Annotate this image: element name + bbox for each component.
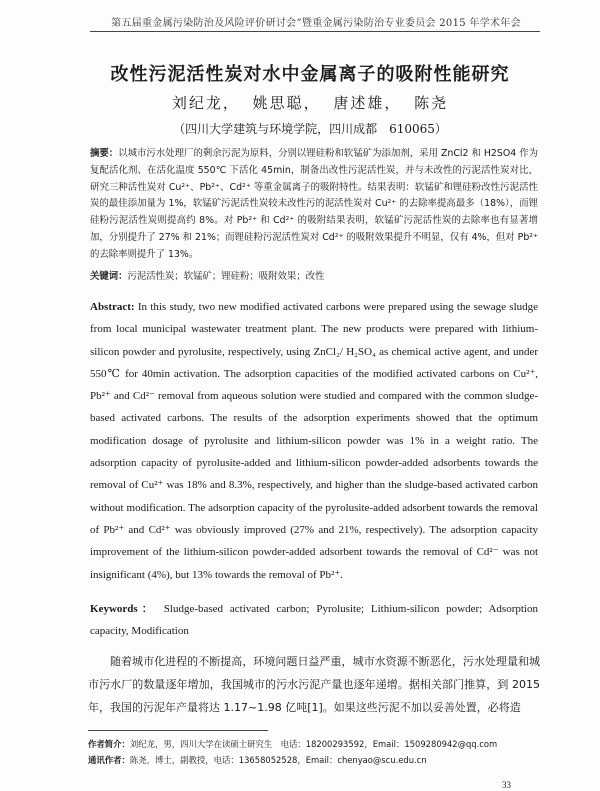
running-header: 第五届重金属污染防治及风险评价研讨会”暨重金属污染防治专业委员会 2015 年学术年会 bbox=[111, 18, 521, 29]
chinese-keywords bbox=[90, 268, 538, 282]
english-keywords-text: Sludge-based activated carbon; Pyrolusite; Lithium-silicon powder; Adsorption capacity, Modification bbox=[90, 603, 538, 637]
affiliation: （四川大学建筑与环境学院，四川成都 610065） bbox=[173, 122, 447, 136]
page-number: 33 bbox=[502, 780, 511, 790]
footnote-label: 作者简介： bbox=[88, 739, 130, 749]
footnote-text: 刘纪龙，男，四川大学在读硕士研究生 电话：18200293592，Email：1509280942@qq.com bbox=[129, 739, 498, 749]
chinese-abstract-label: 摘要： bbox=[90, 148, 119, 159]
chinese-abstract bbox=[90, 146, 538, 264]
footnote-author-bio bbox=[88, 738, 548, 750]
introduction-paragraph: 随着城市化进程的不断提高，环境问题日益严重，城市水资源不断恶化，污水处理量和城市污水厂的数量逐年增加，我国城市的污水污泥产量也逐年递增。据相关部门推算，到 2015 年，我国的污泥年产量将达 1.17~1.98 亿吨[1]。如果这些污泥不加以妥善处置，必将造 bbox=[88, 655, 540, 714]
footnote-corresponding-author bbox=[88, 754, 548, 766]
paper-title: 改性污泥活性炭对水中金属离子的吸附性能研究 bbox=[110, 64, 510, 85]
footnote-divider bbox=[88, 730, 268, 731]
chinese-keywords-text: 污泥活性炭；软锰矿；锂硅粉；吸附效果；改性 bbox=[127, 271, 325, 282]
english-abstract-text: In this study, two new modified activated carbons were prepared using the sewage sludge from local municipal wastewater treatment plant. The new products were prepared with lithium-silicon powder and pyrolusite, respectively, using ZnCl₂/ H₂SO₄ as chemical active agent, and under 550℃ for 40min activation. The adsorption capacities of the modified activated carbons on Cu²⁺, Pb²⁺ and Cd²⁻ removal from aqueous solution were studied and compared with the common sludge-based activated carbons. The results of the adsorption experiments showed that the optimum modification dosage of pyrolusite and lithium-silicon powder was 1% in a weight ratio. The adsorption capacity of pyrolusite-added and lithium-silicon powder-added adsorbents towards the removal of Cu²⁺ was 18% and 8.3%, respectively, and higher than the sludge-based activated carbon without modification. The adsorption capacity of the pyrolusite-added adsorbent towards the removal of Pb²⁺ and Cd²⁺ was obviously improved (27% and 21%, respectively). The adsorption capacity improvement of the lithium-silicon powder-added adsorbent towards the removal of Cd²⁻ was not insignificant (4%), but 13% towards the removal of Pb²⁺. bbox=[90, 301, 539, 581]
english-keywords bbox=[90, 598, 538, 642]
chinese-keywords-label: 关键词： bbox=[90, 271, 128, 282]
english-abstract-label: Abstract: bbox=[90, 301, 135, 313]
header-divider bbox=[90, 31, 540, 32]
footnote-label: 通讯作者： bbox=[88, 755, 130, 765]
chinese-abstract-text: 以城市污水处理厂的剩余污泥为原料，分别以锂硅粉和软锰矿为添加剂，采用 ZnCl2 和 H2SO4 作为复配活化剂、在活化温度 550℃ 下活化 45min，制备出改性污泥活性炭，并与未改性的污泥活性炭对比，研究三种活性炭对 Cu²⁺、Pb²⁺、Cd²⁺ 等重金属离子的吸附特性。结果表明：软锰矿和锂硅粉改性污泥活性炭的最佳添加量为 1%，软锰矿污泥活性炭较未改性污的泥活性炭对 Cu²⁺ 的去除率提高最多（18%），而锂硅粉污泥活性炭则提高约 8%。对 Pb²⁺ 和 Cd²⁺ 的吸附结果表明，软锰矿污泥活性炭的去除率也有显著增加，分别提升了 27% 和 21%；而锂硅粉污泥活性炭对 Cd²⁺ 的吸附效果提升不明显，仅有 4%，但对 Pb²⁺ 的去除率则提升了 13%。 bbox=[90, 148, 538, 260]
english-keywords-label: Keywords： bbox=[90, 603, 157, 615]
footnote-text: 陈尧，博士，副教授，电话：13658052528，Email：chenyao@scu.edu.cn bbox=[129, 755, 427, 765]
author-list: 刘纪龙， 姚思聪， 唐述雄， 陈尧 bbox=[171, 94, 449, 112]
english-abstract bbox=[90, 296, 538, 586]
